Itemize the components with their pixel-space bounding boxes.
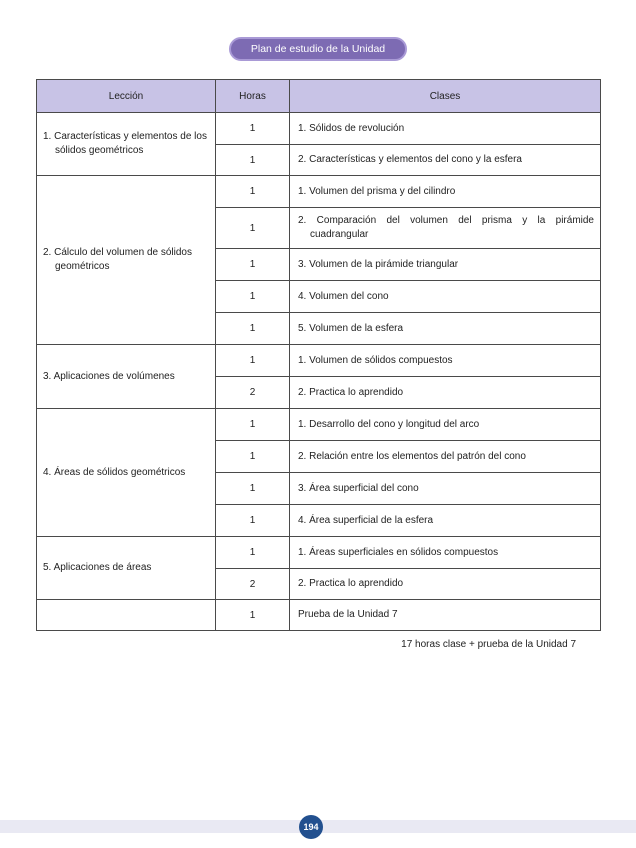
table-row (37, 345, 601, 377)
hours-cell: 1 (216, 345, 290, 377)
lesson-name: 3. Aplicaciones de volúmenes (43, 370, 175, 382)
hours-cell: 2 (216, 569, 290, 600)
class-cell: 1. Sólidos de revolución (290, 113, 601, 145)
page-number: 194 (299, 815, 323, 839)
class-cell: 2. Relación entre los elementos del patrón del cono (290, 441, 601, 473)
hours-cell: 1 (216, 505, 290, 537)
hours-cell: 1 (216, 281, 290, 313)
table-header-row (37, 80, 601, 113)
hours-cell: 1 (216, 208, 290, 249)
lesson-name: 4. Áreas de sólidos geométricos (43, 466, 186, 478)
table-row (37, 176, 601, 208)
hours-cell: 1 (216, 537, 290, 569)
hours-cell: 1 (216, 600, 290, 631)
lesson-name: 2. Cálculo del volumen de sólidos geométricos (43, 247, 192, 272)
table-row (37, 537, 601, 569)
class-cell: 3. Volumen de la pirámide triangular (290, 249, 601, 281)
total-hours-note: 17 horas clase + prueba de la Unidad 7 (401, 639, 576, 650)
class-cell: 1. Volumen de sólidos compuestos (290, 345, 601, 377)
hours-cell: 1 (216, 176, 290, 208)
hours-cell: 1 (216, 249, 290, 281)
class-cell: 2. Características y elementos del cono y la esfera (290, 145, 601, 176)
class-cell: 1. Volumen del prisma y del cilindro (290, 176, 601, 208)
hours-cell: 1 (216, 313, 290, 345)
class-label: 2. Comparación del volumen del prisma y la pirámide cuadrangular (298, 215, 594, 240)
table-row (37, 409, 601, 441)
header-horas: Horas (216, 80, 290, 113)
lesson-cell (37, 176, 216, 345)
class-cell: 1. Áreas superficiales en sólidos compuestos (290, 537, 601, 569)
hours-cell: 1 (216, 473, 290, 505)
page-title: Plan de estudio de la Unidad (229, 37, 407, 61)
class-cell: 2. Practica lo aprendido (290, 569, 601, 600)
class-cell: 5. Volumen de la esfera (290, 313, 601, 345)
class-cell: 2. Practica lo aprendido (290, 377, 601, 409)
class-cell: 4. Área superficial de la esfera (290, 505, 601, 537)
class-cell: 1. Desarrollo del cono y longitud del arco (290, 409, 601, 441)
table-row (37, 600, 601, 631)
table-row (37, 113, 601, 145)
hours-cell: 2 (216, 377, 290, 409)
class-cell: Prueba de la Unidad 7 (290, 600, 601, 631)
hours-cell: 1 (216, 145, 290, 176)
hours-cell: 1 (216, 409, 290, 441)
lesson-cell (37, 409, 216, 537)
lesson-cell (37, 113, 216, 176)
class-cell: 4. Volumen del cono (290, 281, 601, 313)
hours-cell: 1 (216, 441, 290, 473)
lesson-cell (37, 537, 216, 600)
class-cell: 3. Área superficial del cono (290, 473, 601, 505)
lesson-name: 1. Características y elementos de los sólidos geométricos (43, 131, 207, 156)
hours-cell: 1 (216, 113, 290, 145)
header-leccion: Lección (37, 80, 216, 113)
lesson-cell (37, 600, 216, 631)
class-cell (290, 208, 601, 249)
lesson-name: 5. Aplicaciones de áreas (43, 562, 152, 573)
study-plan-table (36, 79, 601, 631)
header-clases: Clases (290, 80, 601, 113)
lesson-cell (37, 345, 216, 409)
